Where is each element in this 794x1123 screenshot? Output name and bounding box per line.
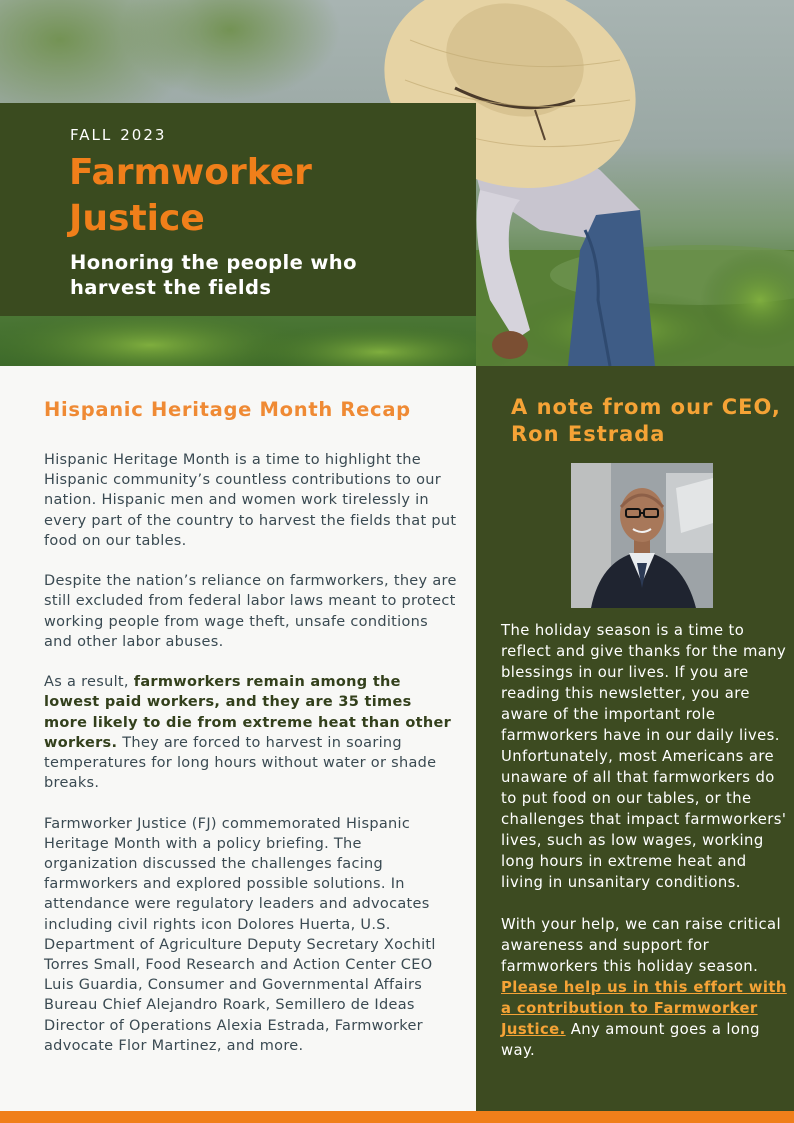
issue-season: [70, 126, 166, 144]
article-paragraph: [44, 672, 458, 793]
article-paragraph: Hispanic Heritage Month is a time to highlight the Hispanic community’s countless contributions to our nation. Hispanic men and women work tirelessly in every part of the country to harvest the fields that put food on our tables.: [44, 452, 457, 549]
donation-link[interactable]: Please help us in this effort with a contribution to Farmworker Justice.: [501, 979, 787, 1038]
article-body: [44, 450, 458, 1076]
highlighted-statistic: farmworkers remain among the lowest paid workers, and they are 35 times more likely to die from extreme heat than other workers.: [44, 674, 452, 751]
ceo-note-heading: A note from our CEO, Ron Estrada: [511, 395, 781, 446]
paragraph-intro: With your help, we can raise critical awareness and support for farmworkers this holiday season.: [501, 916, 781, 975]
ceo-note-body: [501, 620, 787, 1082]
ceo-note-paragraph: The holiday season is a time to reflect and give thanks for the many blessings in our lives. If you are reading this newsletter, you are aware of the important role farmworkers have in our daily lives. Unfortunately, most Americans are unaware of all that farmworkers do to put food on our tables, or the challenges that impact farmworkers' lives, such as low wages, working long hours in extreme heat and living in unsanitary conditions.: [501, 622, 787, 891]
paragraph-rest: Any amount goes a long way.: [501, 1021, 760, 1059]
newsletter-title: Farmworker Justice: [69, 152, 312, 239]
ceo-portrait: [571, 463, 713, 608]
article-paragraph: Farmworker Justice (FJ) commemorated Hispanic Heritage Month with a policy briefing. The organization discussed the challenges facing farmworkers and explored possible solutions. In attendance were regulatory leaders and advocates including civil rights icon Dolores Huerta, U.S. Department of Agriculture Deputy Secretary Xochitl Torres Small, Food Research and Action Center CEO Luis Guardia, Consumer and Governmental Affairs Bureau Chief Alejandro Roark, Semillero de Ideas Director of Operations Alexia Estrada, Farmworker advocate Flor Martinez, and more.: [44, 815, 436, 1054]
paragraph-intro: As a result,: [44, 674, 134, 691]
article-heading: Hispanic Heritage Month Recap: [44, 398, 411, 421]
newsletter-tagline: Honoring the people who harvest the fields: [70, 251, 357, 299]
ceo-portrait-image: [571, 463, 713, 608]
paragraph-rest: They are forced to harvest in soaring temperatures for long hours without water or shade breaks.: [44, 734, 437, 792]
footer-accent-bar: [0, 1111, 794, 1123]
season-label: FALL: [70, 126, 113, 144]
ceo-note-paragraph: [501, 914, 787, 1061]
article-paragraph: Despite the nation’s reliance on farmworkers, they are still excluded from federal labor laws meant to protect working people from wage theft, unsafe conditions and other labor abuses.: [44, 573, 457, 650]
season-year: 2023: [120, 126, 167, 144]
